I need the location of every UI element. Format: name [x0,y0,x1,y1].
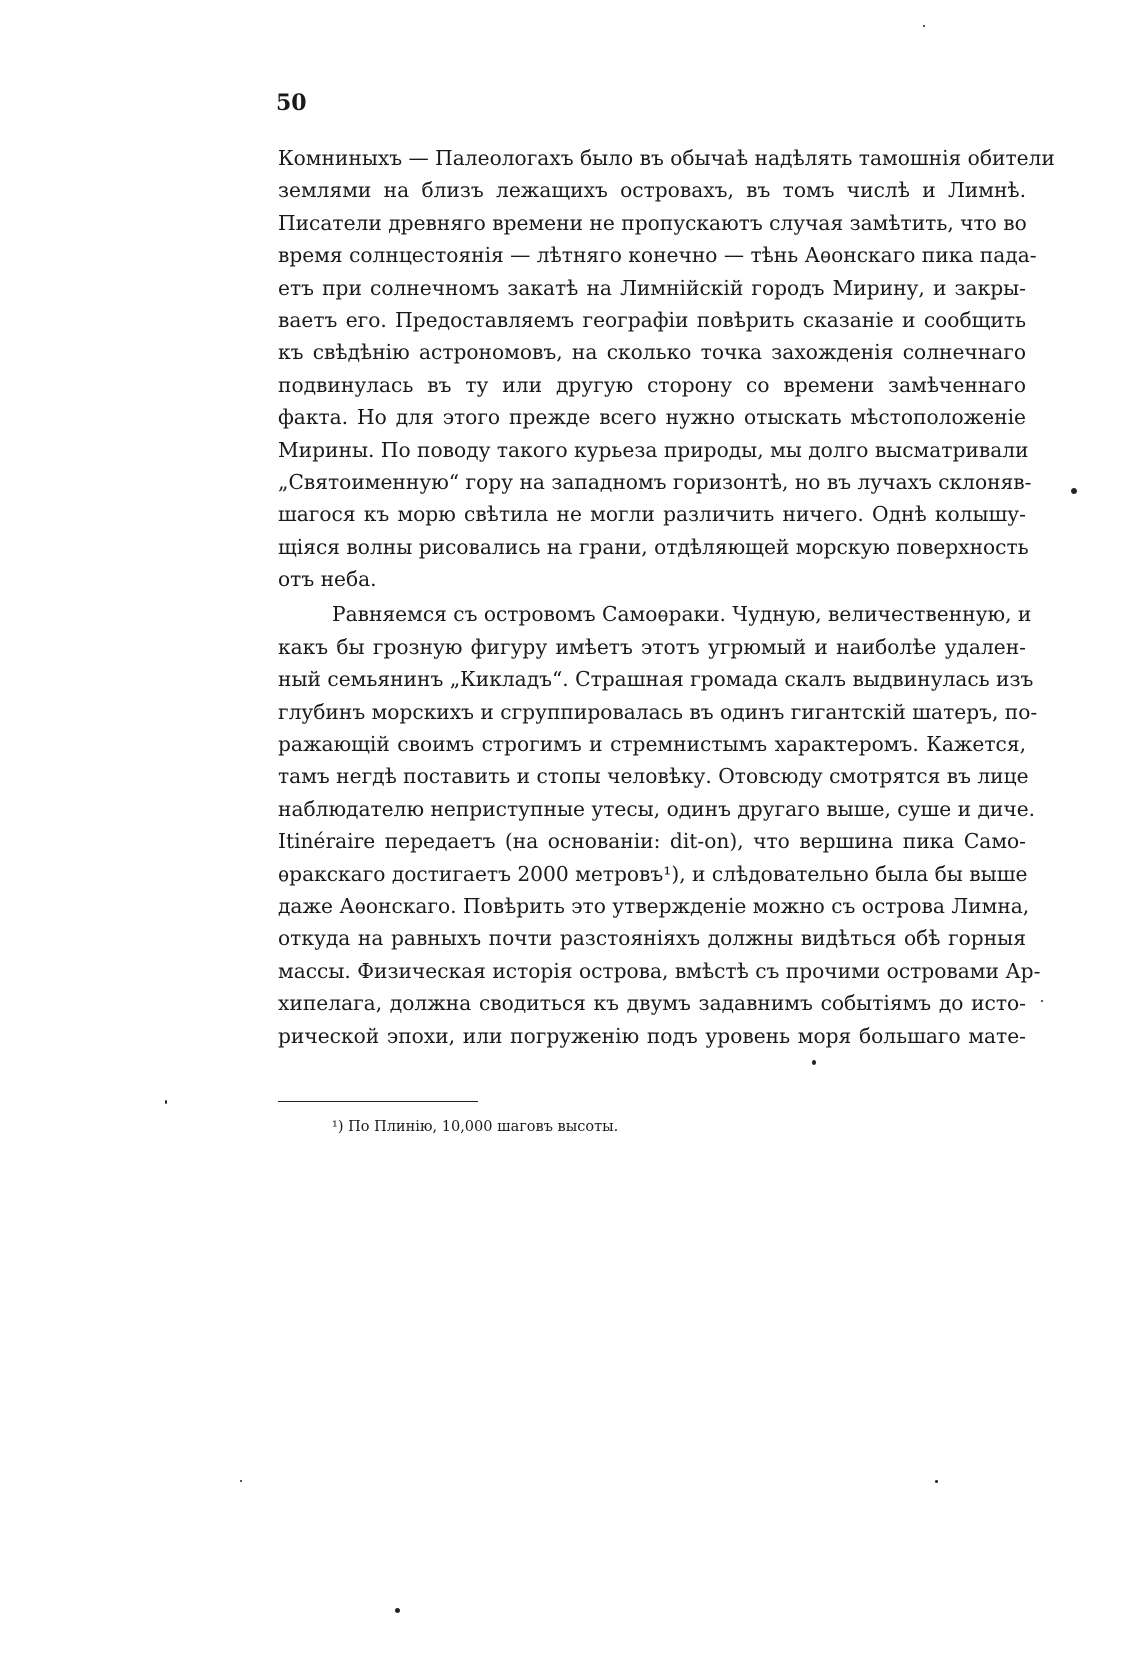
text-line: какъ бы грозную фигуру имѣетъ этотъ угрюмый и наиболѣе удален- [278,634,1026,659]
footnote-text: По Плинію, 10,000 шаговъ высоты. [348,1119,619,1135]
scan-speck [923,25,925,27]
text-line: рической эпохи, или погруженію подъ уровень моря большаго мате- [278,1023,1026,1048]
footnote-divider [278,1101,478,1102]
text-line: шагося къ морю свѣтила не могли различить ничего. Однѣ колышу- [278,502,1026,527]
text-line: ѳракскаго достигаетъ 2000 метровъ¹), и слѣдовательно была бы выше [278,861,1028,886]
scan-speck [935,1480,938,1483]
text-line: отъ неба. [278,567,377,592]
page-number: 50 [276,90,307,116]
text-line: даже Аѳонскаго. Повѣрить это утвержденіе можно съ острова Лимна, [278,893,1030,918]
body-text [278,142,1055,1052]
scan-speck [1071,488,1077,494]
text-line: Комниныхъ — Палеологахъ было въ обычаѣ надѣлять тамошнія обители [278,146,1055,170]
footnote-marker: ¹) [332,1119,344,1135]
text-line: етъ при солнечномъ закатѣ на Лимнійскій городъ Мирину, и закры- [278,275,1026,300]
text-line: хипелага, должна сводиться къ двумъ задавнимъ событіямъ до исто- [278,991,1026,1016]
text-line: ный семьянинъ „Кикладъ“. Страшная громада скалъ выдвинулась изъ [278,667,1034,692]
scan-speck [240,1480,242,1482]
scan-speck [1041,1000,1043,1002]
paragraph [278,598,1041,1051]
scan-speck [812,1060,816,1065]
text-line: Itinéraire передаетъ (на основаніи: dit-on), что вершина пика Само- [278,829,1026,854]
text-line: глубинъ морскихъ и сгруппировалась въ одинъ гигантскій шатеръ, по- [278,699,1038,724]
text-line: время солнцестоянія — лѣтняго конечно — тѣнь Аѳонскаго пика пада- [278,243,1037,268]
scan-speck [395,1608,400,1613]
text-line: наблюдателю неприступные утесы, одинъ другаго выше, суше и диче. [278,796,1036,821]
text-line: къ свѣдѣнію астрономовъ, на сколько точка захожденія солнечнаго [278,340,1026,365]
text-line: подвинулась въ ту или другую сторону со времени замѣченнаго [278,372,1026,397]
text-line: массы. Физическая исторія острова, вмѣстѣ съ прочими островами Ар- [278,958,1041,983]
text-line: факта. Но для этого прежде всего нужно отыскать мѣстоположеніе [278,405,1026,430]
paragraph [278,142,1055,595]
text-line: „Святоименную“ гору на западномъ горизонтѣ, но въ лучахъ склоняв- [278,469,1032,494]
scan-speck [165,1100,167,1104]
text-line: ражающій своимъ строгимъ и стремнистымъ характеромъ. Кажется, [278,732,1026,757]
text-line: щіяся волны рисовались на грани, отдѣляющей морскую поверхность [278,534,1029,559]
text-line: откуда на равныхъ почти разстояніяхъ должны видѣться обѣ горныя [278,926,1026,951]
text-line: Писатели древняго времени не пропускаютъ случая замѣтить, что во [278,210,1027,235]
text-line: Мирины. По поводу такого курьеза природы, мы долго высматривали [278,437,1029,462]
text-line: ваетъ его. Предоставляемъ географіи повѣрить сказаніе и сообщить [278,307,1026,332]
text-line: тамъ негдѣ поставить и стопы человѣку. Отовсюду смотрятся въ лице [278,764,1029,789]
text-line: Равняемся съ островомъ Самоѳраки. Чудную, величественную, и [332,602,1032,627]
footnote [332,1118,618,1136]
text-line: землями на близъ лежащихъ островахъ, въ томъ числѣ и Лимнѣ. [278,178,1026,203]
